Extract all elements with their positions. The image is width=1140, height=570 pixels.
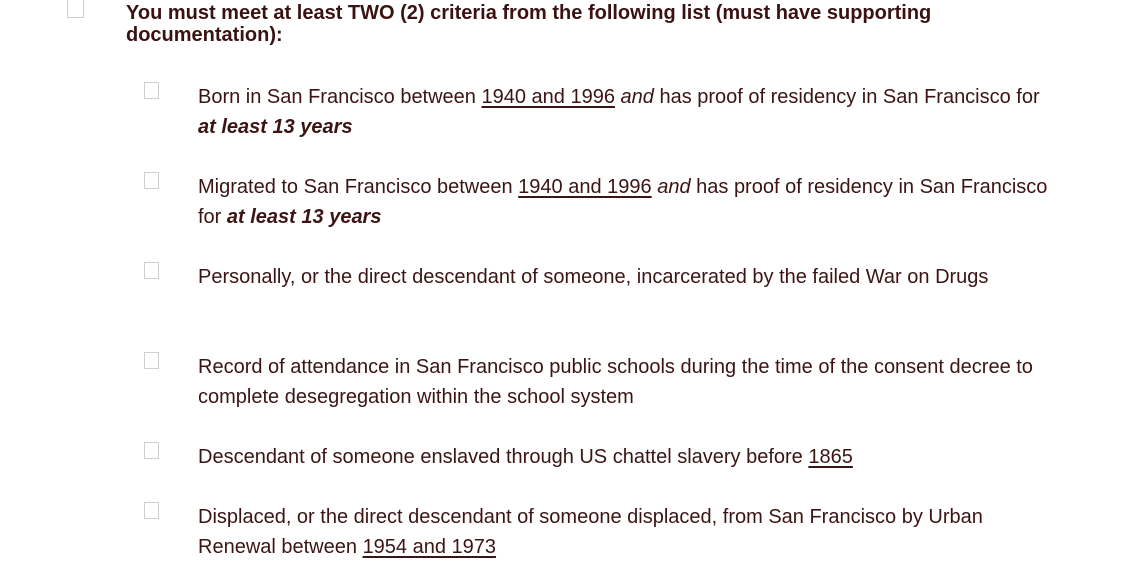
criterion-date-range: 1940 and 1996 (518, 176, 652, 198)
criterion-text (198, 172, 1058, 232)
criterion-checkbox[interactable] (144, 172, 159, 189)
criterion-emphasis: and (657, 176, 691, 198)
criterion-text-part: has proof of residency in San Francisco for (653, 86, 1040, 108)
criterion-date-range: 1954 and 1973 (362, 536, 497, 558)
criterion-text-part: Migrated to San Francisco between (198, 176, 519, 198)
criterion-checkbox[interactable] (144, 442, 159, 459)
criterion-date-range: 1940 and 1996 (481, 86, 615, 108)
criterion-text (198, 82, 1058, 142)
criterion-text-part: Born in San Francisco between (198, 86, 482, 108)
criterion-text-part: Personally, or the direct descendant of someone, incarcerated by the failed War on Drugs (198, 266, 989, 288)
criteria-heading: You must meet at least TWO (2) criteria from the following list (must have supporting documentation): (126, 2, 932, 46)
criterion-text-part: Record of attendance in San Francisco public schools during the time of the consent decree to complete desegregation within the school system (198, 356, 1033, 408)
criterion-text-part: Descendant of someone enslaved through US chattel slavery before (198, 446, 809, 468)
criterion-text (198, 442, 1058, 472)
criterion-checkbox[interactable] (144, 82, 159, 99)
criterion-duration: at least 13 years (198, 116, 353, 138)
criterion-text-part: has proof of residency in San Francisco for (198, 176, 1048, 228)
criterion-checkbox[interactable] (144, 502, 159, 519)
criterion-duration: at least 13 years (226, 206, 382, 228)
criterion-text-part: Displaced, or the direct descendant of someone displaced, from San Francisco by Urban Renewal between (198, 506, 983, 558)
criterion-checkbox[interactable] (144, 262, 159, 279)
criterion-emphasis: and (620, 86, 654, 108)
main-criteria-checkbox[interactable] (67, 0, 84, 18)
criterion-year: 1865 (808, 446, 853, 468)
criterion-text (198, 352, 1058, 412)
criterion-checkbox[interactable] (144, 352, 159, 369)
criterion-text (198, 262, 1058, 292)
criterion-text (198, 502, 1058, 562)
